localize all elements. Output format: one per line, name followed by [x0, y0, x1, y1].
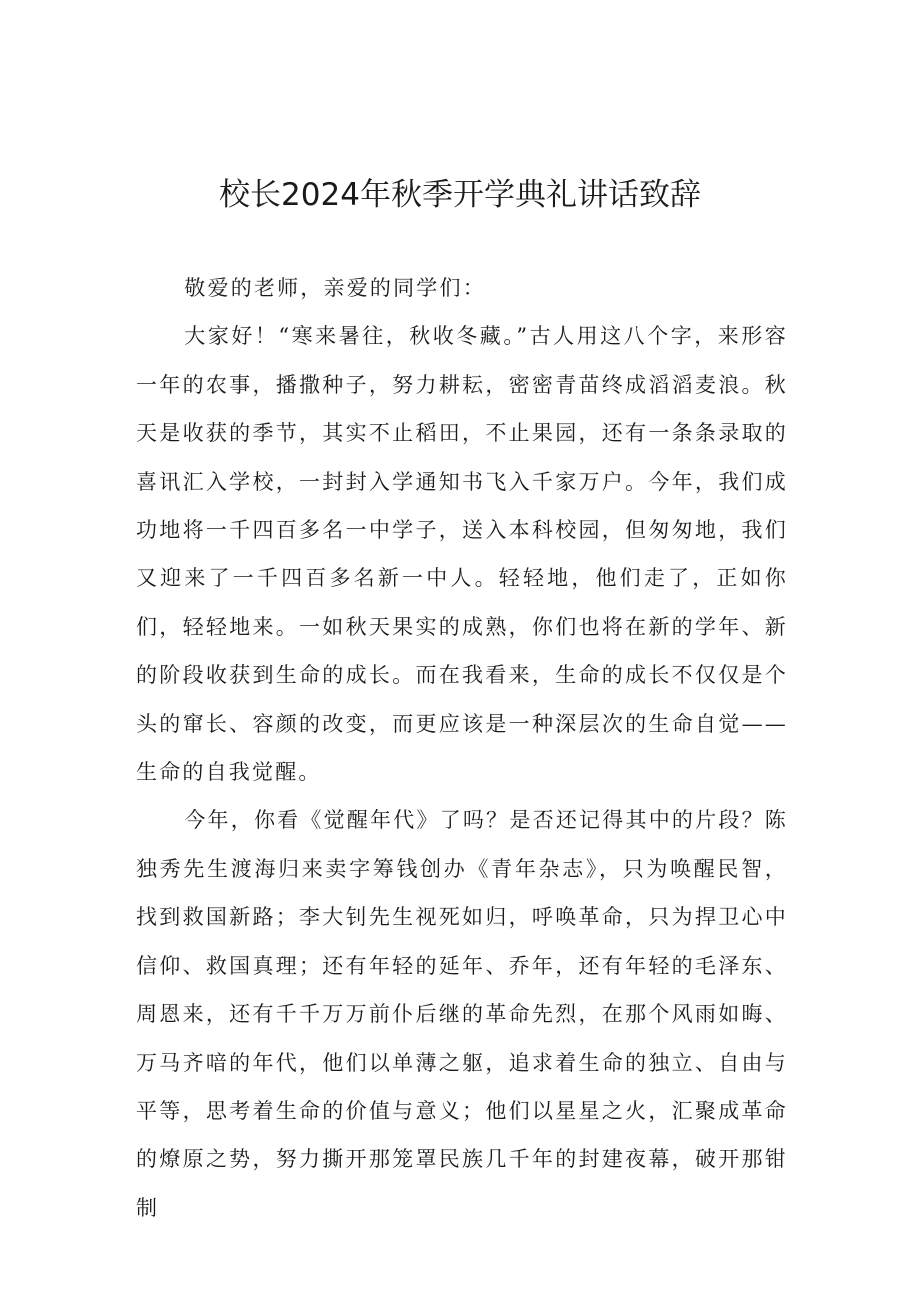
- paragraph-2: 今年，你看《觉醒年代》了吗？是否还记得其中的片段？陈独秀先生渡海归来卖字筹钱创办《青年杂志》，只为唤醒民智，找到救国新路；李大钊先生视死如归，呼唤革命，只为捍卫心中信仰、救国真理；还有年轻的延年、乔年，还有年轻的毛泽东、周恩来，还有千千万万前仆后继的革命先烈，在那个风雨如晦、万马齐喑的年代，他们以单薄之躯，追求着生命的独立、自由与平等，思考着生命的价值与意义；他们以星星之火，汇聚成革命的燎原之势，努力撕开那笼罩民族几千年的封建夜幕，破开那钳制: [136, 808, 788, 1220]
- paragraph-1: 大家好！“寒来暑往，秋收冬藏。”古人用这八个字，来形容一年的农事，播撒种子，努力耕耘，密密青苗终成滔滔麦浪。秋天是收获的季节，其实不止稻田，不止果园，还有一条条录取的喜讯汇入学校，一封封入学通知书飞入千家万户。今年，我们成功地将一千四百多名一中学子，送入本科校园，但匆匆地，我们又迎来了一千四百多名新一中人。轻轻地，他们走了，正如你们，轻轻地来。一如秋天果实的成熟，你们也将在新的学年、新的阶段收获到生命的成长。而在我看来，生命的成长不仅仅是个头的窜长、容颜的改变，而更应该是一种深层次的生命自觉——生命的自我觉醒。: [136, 324, 788, 785]
- document-title: 校长2024年秋季开学典礼讲话致辞: [219, 177, 701, 213]
- salutation: 敬爱的老师，亲爱的同学们：: [184, 276, 486, 300]
- document-body: [136, 264, 788, 1232]
